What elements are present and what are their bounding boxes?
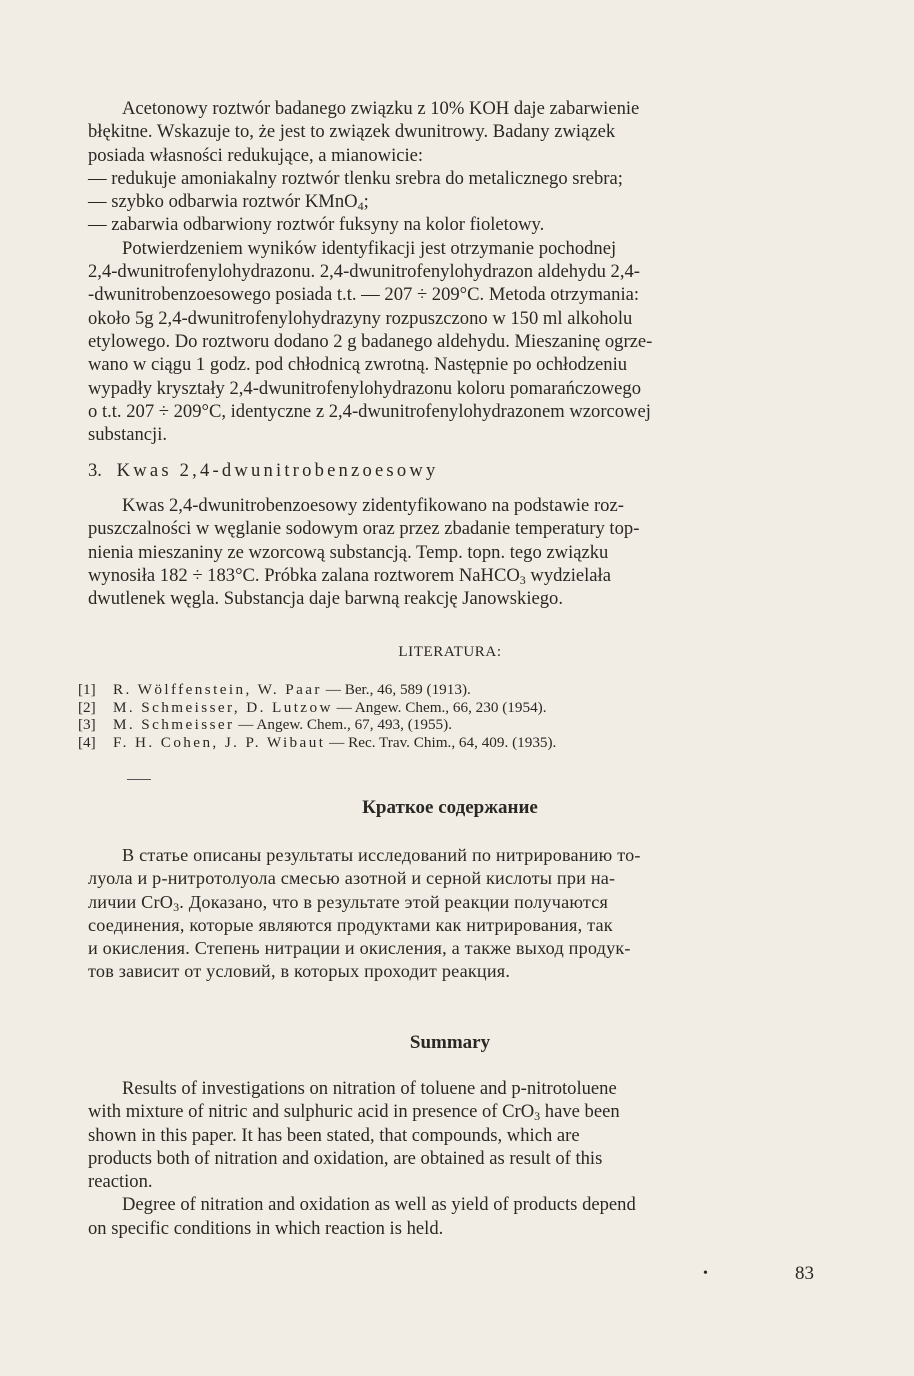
reference-item xyxy=(78,734,802,752)
dash-item: — zabarwia odbarwiony roztwór fuksyny na kolor fioletowy. xyxy=(88,214,545,236)
reference-author: R. Wölffenstein, W. Paar xyxy=(113,681,322,698)
reference-item xyxy=(78,699,802,717)
dash-item-text: — szybko odbarwia roztwór KMnO xyxy=(88,191,358,213)
subscript: 3 xyxy=(534,1109,541,1124)
reference-source: — Angew. Chem., 67, 493, (1955). xyxy=(234,716,453,734)
text-line: products both of nitration and oxidation, are obtained as result of this xyxy=(88,1147,603,1169)
paragraph-russian xyxy=(88,844,812,984)
dash-item: — redukuje amoniakalny roztwór tlenku srebra do metalicznego srebra; xyxy=(88,167,623,189)
reference-number: [2] xyxy=(78,698,96,716)
text-line: луола и p-нитротолуола смесью азотной и серной кислоты при на- xyxy=(88,868,616,889)
text-line: reaction. xyxy=(88,1171,153,1193)
reference-number: [4] xyxy=(78,733,96,751)
english-summary-title: Summary xyxy=(409,1032,491,1053)
reference-number: [1] xyxy=(78,681,96,698)
literature-title: LITERATURA: xyxy=(398,644,502,660)
subscript: 3 xyxy=(173,899,180,914)
reference-item xyxy=(78,681,802,699)
text-line: wano w ciągu 1 godz. pod chłodnicą zwrotną. Następnie po ochłodzeniu xyxy=(88,354,628,376)
reference-author: M. Schmeisser, D. Lutzow xyxy=(113,698,333,716)
subscript: 3 xyxy=(519,572,526,587)
reference-list xyxy=(78,681,802,751)
text-line xyxy=(88,1100,812,1123)
reference-author: F. H. Cohen, J. P. Wibaut xyxy=(113,733,326,751)
text-line: shown in this paper. It has been stated, that compounds, which are xyxy=(88,1124,580,1146)
separator-rule xyxy=(127,779,151,780)
text-line: błękitne. Wskazuje to, że jest to związek dwunitrowy. Badany związek xyxy=(88,121,616,143)
paragraph-acetone xyxy=(88,97,812,167)
text-line: on specific conditions in which reaction is held. xyxy=(88,1217,444,1239)
reference-item xyxy=(78,716,802,734)
text-line-part: with mixture of nitric and sulphuric acid in presence of CrO xyxy=(88,1101,535,1123)
text-line: dwutlenek węgla. Substancja daje barwną reakcję Janowskiego. xyxy=(88,588,564,610)
russian-summary-title: Краткое содержание xyxy=(362,797,538,818)
text-line xyxy=(88,891,812,914)
text-line: Potwierdzeniem wyników identyfikacji jest otrzymanie pochodnej xyxy=(122,237,617,259)
text-line: -dwunitrobenzoesowego posiada t.t. — 207 ÷ 209°C. Metoda otrzymania: xyxy=(88,284,640,306)
text-line: и окисления. Степень нитрации и окисления, а также выход продук- xyxy=(88,938,631,959)
dash-item xyxy=(88,190,812,213)
text-line: тов зависит от условий, в которых проходит реакция. xyxy=(88,961,511,982)
text-line: Acetonowy roztwór badanego związku z 10% KOH daje zabarwienie xyxy=(122,98,640,119)
text-line-tail: wydzielała xyxy=(525,564,611,586)
paragraph-acid xyxy=(88,494,812,610)
text-line: Results of investigations on nitration of toluene and p-nitrotoluene xyxy=(122,1078,617,1099)
paragraph-confirmation xyxy=(88,237,812,447)
text-line: nienia mieszaniny ze wzorcową substancją. Temp. topn. tego związku xyxy=(88,541,609,563)
text-line: posiada własności redukujące, a mianowicie: xyxy=(88,144,424,166)
text-line: etylowego. Do roztworu dodano 2 g badanego aldehydu. Mieszaninę ogrze- xyxy=(88,330,653,352)
section-3-heading xyxy=(88,459,812,483)
reference-source: — Ber., 46, 589 (1913). xyxy=(321,681,471,698)
dash-list xyxy=(88,167,812,237)
section-3-body xyxy=(88,494,812,610)
text-line: Kwas 2,4-dwunitrobenzoesowy zidentyfikowano na podstawie roz- xyxy=(122,495,624,516)
text-line: 2,4-dwunitrofenylohydrazonu. 2,4-dwunitrofenylohydrazon aldehydu 2,4- xyxy=(88,261,640,283)
text-line: substancji. xyxy=(88,424,168,446)
english-summary-body xyxy=(88,1077,812,1240)
reference-source: — Rec. Trav. Chim., 64, 409. (1935). xyxy=(325,733,557,751)
text-line: соединения, которые являются продуктами как нитрирования, так xyxy=(88,914,613,935)
text-line: В статье описаны результаты исследований по нитрированию то- xyxy=(122,845,641,865)
section-number: 3. xyxy=(88,460,102,481)
intro-section xyxy=(88,97,812,446)
text-line-tail: . Доказано, что в результате этой реакции получаются xyxy=(179,891,609,912)
text-line: wypadły kryształy 2,4-dwunitrofenylohydrazonu koloru pomarańczowego xyxy=(88,377,642,399)
text-line: o t.t. 207 ÷ 209°C, identyczne z 2,4-dwunitrofenylohydrazonem wzorcowej xyxy=(88,400,651,422)
text-line xyxy=(88,564,812,587)
text-line: Degree of nitration and oxidation as well as yield of products depend xyxy=(122,1194,636,1216)
text-line-tail: have been xyxy=(540,1101,620,1123)
page-number: 83 xyxy=(795,1263,814,1284)
reference-author: M. Schmeisser xyxy=(113,716,235,734)
text-line-part: личии CrO xyxy=(88,891,174,912)
paragraph-summary-1 xyxy=(88,1077,812,1193)
russian-summary-body xyxy=(88,844,812,984)
dash-item-tail: ; xyxy=(363,191,369,213)
section-title: Kwas 2,4-dwunitrobenzoesowy xyxy=(116,460,439,481)
print-speck: • xyxy=(703,1266,708,1281)
text-line-part: wynosiła 182 ÷ 183°C. Próbka zalana roztworem NaHCO xyxy=(88,564,520,586)
text-line: około 5g 2,4-dwunitrofenylohydrazyny rozpuszczono w 150 ml alkoholu xyxy=(88,307,633,329)
reference-number: [3] xyxy=(78,716,96,734)
reference-source: — Angew. Chem., 66, 230 (1954). xyxy=(332,698,547,716)
paragraph-summary-2 xyxy=(88,1193,812,1240)
subscript: 4 xyxy=(357,199,364,214)
text-line: puszczalności w węglanie sodowym oraz przez zbadanie temperatury top- xyxy=(88,518,640,540)
